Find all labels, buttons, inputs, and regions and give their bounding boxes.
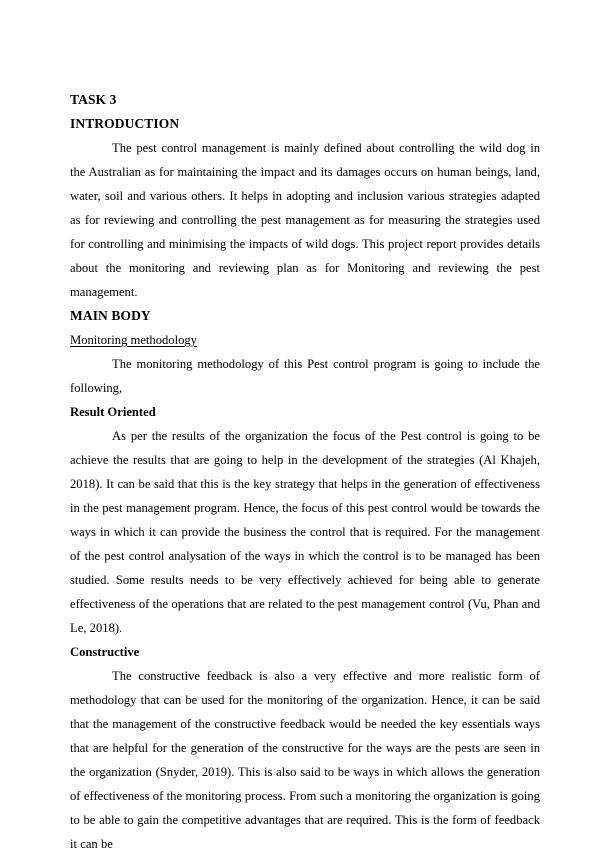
document-text-column xyxy=(70,88,540,856)
constructive-paragraph: The constructive feedback is also a very effective and more realistic form of methodology that can be used for the monitoring of the organization. Hence, it can be said that the management of the constructive feedback would be needed the key essentials ways that are helpful for the generation of the constructive for the ways are the pests are seen in the organization (Snyder, 2019). This is also said to be ways in which allows the generation of effectiveness of the monitoring process. From such a monitoring the organization is going to be able to gain the competitive advantages that are required. This is the form of feedback it can be xyxy=(70,669,540,851)
main-body-heading: MAIN BODY xyxy=(70,308,151,323)
monitoring-methodology-paragraph: The monitoring methodology of this Pest control program is going to include the following, xyxy=(70,357,540,395)
introduction-heading: INTRODUCTION xyxy=(70,116,180,131)
result-oriented-heading: Result Oriented xyxy=(70,405,156,419)
result-oriented-paragraph: As per the results of the organization the focus of the Pest control is going to be achieve the results that are going to help in the development of the strategies (Al Khajeh, 2018). It can be said that this is the key strategy that helps in the generation of effectiveness in the pest management program. Hence, the focus of this pest control would be towards the ways in which it can provide the business the control that is required. For the management of the pest control analysation of the ways in which the control is to be managed has been studied. Some results needs to be very effectively achieved for being able to generate effectiveness of the operations that are related to the pest management control (Vu, Phan and Le, 2018). xyxy=(70,429,540,635)
constructive-heading: Constructive xyxy=(70,645,140,659)
task-heading: TASK 3 xyxy=(70,92,117,107)
introduction-paragraph: The pest control management is mainly defined about controlling the wild dog in the Australian as for maintaining the impact and its damages occurs on human beings, land, water, soil and various others. It helps in adopting and inclusion various strategies adapted as for reviewing and controlling the pest management as for measuring the strategies used for controlling and minimising the impacts of wild dogs. This project report provides details about the monitoring and reviewing plan as for Monitoring and reviewing the pest management. xyxy=(70,141,540,299)
monitoring-methodology-heading: Monitoring methodology xyxy=(70,333,197,347)
